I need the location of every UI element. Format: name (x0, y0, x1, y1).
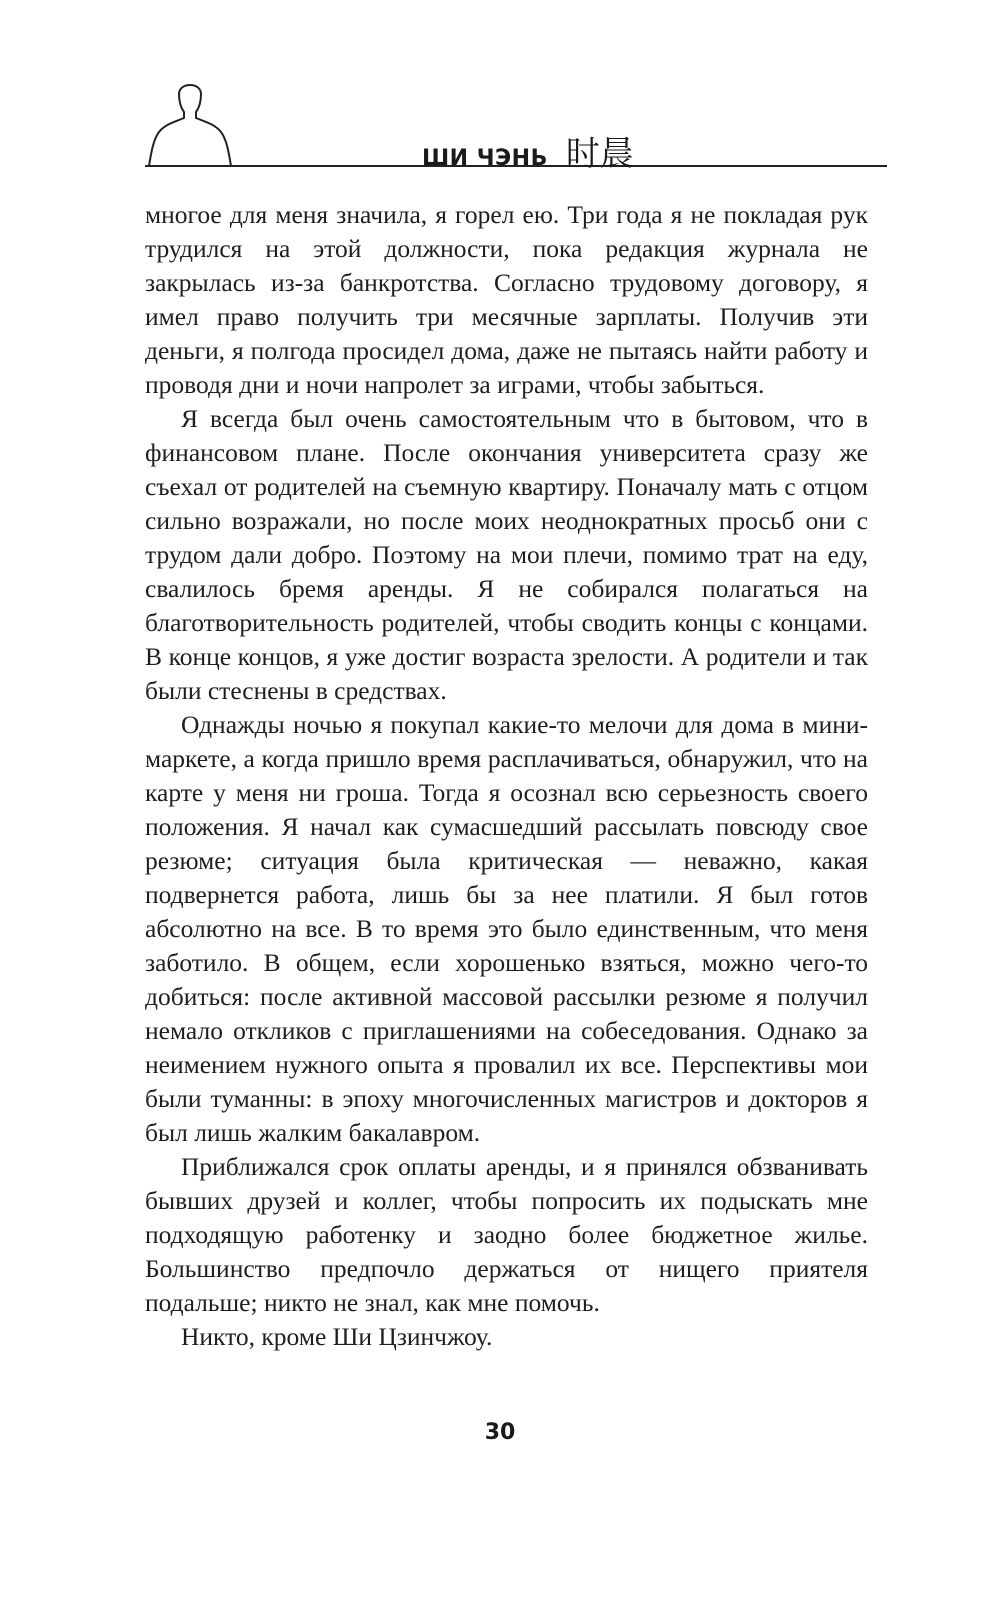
person-silhouette-icon (145, 74, 235, 174)
page-number: 30 (484, 1420, 516, 1445)
paragraph: Однажды ночью я покупал какие-то мелочи для дома в мини-маркете, а когда пришло время расплачиваться, обнаружил, что на карте у меня ни гроша. Тогда я осознал всю серьезность своего положения. Я начал как сумасшедший рассылать повсюду свое резюме; ситуация была критическая — неважно, какая подвернется работа, лишь бы за нее платили. Я был готов абсолютно на все. В то время это было единственным, что меня заботило. В общем, если хорошенько взяться, можно чего-то добиться: после активной массовой рассылки резюме я получил немало откликов с приглашениями на собеседования. Однако за неимением нужного опыта я провалил их все. Перспективы мои были туманны: в эпоху многочисленных магистров и докторов я был лишь жалким бакалавром. (145, 710, 868, 1147)
author-name-chinese: 时晨 (565, 134, 634, 174)
body-text (145, 198, 868, 1354)
paragraph: Никто, кроме Ши Цзинчжоу. (181, 1322, 493, 1351)
running-header (0, 0, 1000, 200)
author-name: ШИ ЧЭНЬ (422, 146, 548, 171)
paragraph: многое для меня значила, я горел ею. Три года я не покладая рук трудился на этой должности, пока редакция журнала не закрылась из-за банкротства. Согласно трудовому договору, я имел право получить три месячные зарплаты. Получив эти деньги, я полгода просидел дома, даже не пытаясь найти работу и проводя дни и ночи напролет за играми, чтобы забыться. (145, 200, 868, 399)
running-head (422, 126, 634, 174)
paragraph: Приближался срок оплаты аренды, и я принялся обзванивать бывших друзей и коллег, чтобы попросить их подыскать мне подходящую работенку и заодно более бюджетное жилье. Большинство предпочло держаться от нищего приятеля подальше; никто не знал, как мне помочь. (145, 1152, 868, 1317)
paragraph: Я всегда был очень самостоятельным что в бытовом, что в финансовом плане. После окончания университета сразу же съехал от родителей на съемную квартиру. Поначалу мать с отцом сильно возражали, но после моих неоднократных просьб они с трудом дали добро. Поэтому на мои плечи, помимо трат на еду, свалилось бремя аренды. Я не собирался полагаться на благотворительность родителей, чтобы сводить концы с концами. В конце концов, я уже достиг возраста зрелости. А родители и так были стеснены в средствах. (145, 404, 868, 705)
